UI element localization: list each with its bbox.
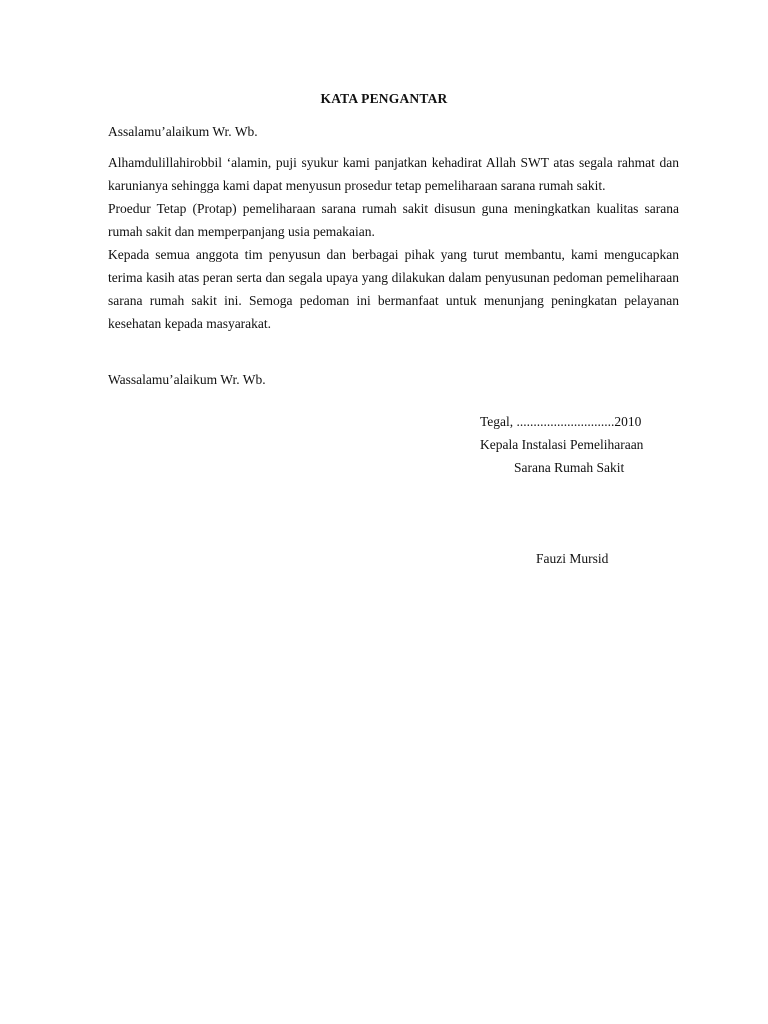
signature-position-line2: Sarana Rumah Sakit [514,460,625,475]
paragraph-gratitude: Alhamdulillahirobbil ‘alamin, puji syukur kami panjatkan kehadirat Allah SWT atas segala rahmat dan karunianya sehingga kami dapat menyusun prosedur tetap pemeliharaan sarana rumah sakit. [108,155,679,193]
paragraph-acknowledgement: Kepada semua anggota tim penyusun dan berbagai pihak yang turut membantu, kami mengucapkan terima kasih atas peran serta dan segala upaya yang dilakukan dalam penyusunan pedoman pemeliharaan sarana rumah sakit ini. Semoga pedoman ini bermanfaat untuk menunjang peningkatan pelayanan kesehatan kepada masyarakat. [108,247,679,331]
signer-name: Fauzi Mursid [536,551,609,566]
signature-block [472,410,672,479]
opening-greeting: Assalamu’alaikum Wr. Wb. [108,124,258,139]
document-title: KATA PENGANTAR [320,91,448,106]
body-text [108,151,679,335]
signature-date: Tegal, .............................2010 [480,414,642,429]
signature-position-line1: Kepala Instalasi Pemeliharaan [480,437,644,452]
closing-greeting: Wassalamu’alaikum Wr. Wb. [108,372,266,387]
paragraph-purpose: Proedur Tetap (Protap) pemeliharaan sarana rumah sakit disusun guna meningkatkan kualitas sarana rumah sakit dan memperpanjang usia pemakaian. [108,201,679,239]
